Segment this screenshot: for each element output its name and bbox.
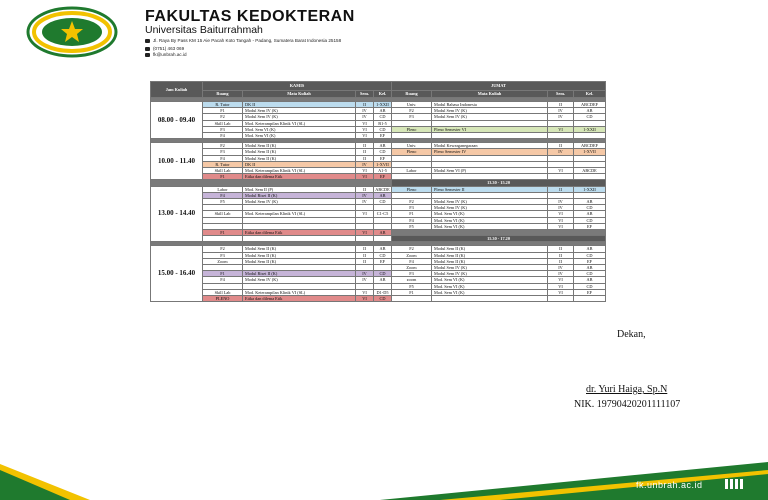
course-cell: Pleno Semester IV xyxy=(432,149,548,155)
group-cell: AB xyxy=(574,246,606,252)
group-cell: AB xyxy=(374,277,392,283)
room-cell: F1 xyxy=(203,230,243,236)
group-cell: AB xyxy=(374,192,392,198)
sem-cell: VI xyxy=(548,211,574,217)
course-cell: Modul Riset II (K) xyxy=(243,192,356,198)
room-cell: F3 xyxy=(203,252,243,258)
room-cell: F1 xyxy=(203,271,243,277)
sem-cell: IV xyxy=(548,205,574,211)
room-cell: F4 xyxy=(203,133,243,139)
room-cell: Skill Lab xyxy=(203,168,243,174)
room-cell: F4 xyxy=(203,192,243,198)
sem-cell: VI xyxy=(356,168,374,174)
sem-cell: IV xyxy=(548,114,574,120)
room-cell: F2 xyxy=(203,114,243,120)
sem-cell: II xyxy=(356,143,374,149)
room-cell: F1 xyxy=(203,108,243,114)
room-cell: F1 xyxy=(392,211,432,217)
course-cell: Mod. Sem VI (K) xyxy=(243,126,356,132)
sem-cell: VI xyxy=(356,133,374,139)
group-cell: ABCDEF xyxy=(574,143,606,149)
group-cell: EF xyxy=(374,258,392,264)
room-cell: F2 xyxy=(392,199,432,205)
sem-cell: VI xyxy=(548,283,574,289)
sem-cell: VI xyxy=(356,296,374,302)
day-jumat: JUMAT xyxy=(392,82,606,91)
course-cell: Modul Sem II (K) xyxy=(243,252,356,258)
course-cell: Etika dan dilema Etik xyxy=(243,174,356,180)
col-kel: Kel. xyxy=(574,91,606,98)
day-kamis: KAMIS xyxy=(203,82,392,91)
group-cell: AB xyxy=(374,230,392,236)
group-cell: AB xyxy=(574,199,606,205)
group-cell: AB xyxy=(574,277,606,283)
faculty-subtitle: Universitas Baiturrahmah xyxy=(145,24,263,36)
sem-cell: VI xyxy=(356,126,374,132)
room-cell: Skill Lab xyxy=(203,211,243,217)
group-cell: D1-D5 xyxy=(374,289,392,295)
group-cell: CD xyxy=(374,252,392,258)
sem-cell: VI xyxy=(356,120,374,126)
sem-cell: IV xyxy=(356,199,374,205)
room-cell: F4 xyxy=(392,258,432,264)
jumat-time-subheader: 13.30 - 15.20 xyxy=(392,180,606,186)
room-cell: Labor xyxy=(392,168,432,174)
sem-cell: VI xyxy=(548,289,574,295)
course-cell: Mod. Sem VI (K) xyxy=(243,133,356,139)
sem-cell: VI xyxy=(548,217,574,223)
course-cell: Modul Sem II (K) xyxy=(243,155,356,161)
sem-cell: IV xyxy=(548,149,574,155)
time-slot: 15.00 - 16.40 xyxy=(151,246,203,302)
room-cell xyxy=(392,296,432,302)
group-cell: EF xyxy=(374,174,392,180)
room-cell: F4 xyxy=(392,217,432,223)
course-cell: Modul Sem II (K) xyxy=(432,252,548,258)
group-cell: AB xyxy=(574,211,606,217)
room-cell: F2 xyxy=(203,246,243,252)
room-cell: F1 xyxy=(392,289,432,295)
sem-cell: II xyxy=(548,252,574,258)
course-cell: Modul Sem II (K) xyxy=(243,258,356,264)
group-cell: CD xyxy=(574,283,606,289)
sem-cell: II xyxy=(548,186,574,192)
room-cell: F4 xyxy=(203,277,243,283)
room-cell: F3 xyxy=(392,205,432,211)
col-kel: Kel. xyxy=(374,91,392,98)
room-cell: F3 xyxy=(203,149,243,155)
sem-cell: VI xyxy=(548,223,574,229)
course-cell: Mod. Keterampilan Klinik VI (SL) xyxy=(243,168,356,174)
group-cell: 1-XXII xyxy=(574,126,606,132)
group-cell: EF xyxy=(574,223,606,229)
group-cell: ABCDEF xyxy=(574,102,606,108)
group-cell: AB xyxy=(374,143,392,149)
group-cell: CD xyxy=(574,217,606,223)
address-line: Jl. Raya By Pass KM 15 Aie Pacah Koto Tangah - Padang, Sumatera Barat Indonesia 25158 xyxy=(145,38,341,43)
email-line: fk@unbrah.ac.id xyxy=(145,52,187,57)
room-cell: Pleno xyxy=(392,186,432,192)
course-cell: Mod. Sem II (P) xyxy=(243,186,356,192)
col-ruang: Ruang xyxy=(203,91,243,98)
sem-cell xyxy=(548,296,574,302)
course-cell: Modul Sem II (K) xyxy=(243,246,356,252)
room-cell: Zoom xyxy=(392,265,432,271)
course-cell: Modul Sem IV (K) xyxy=(243,114,356,120)
group-cell: CD xyxy=(574,252,606,258)
room-cell: Skill Lab xyxy=(203,120,243,126)
sem-cell: IV xyxy=(356,271,374,277)
group-cell: CD xyxy=(374,296,392,302)
room-cell: F2 xyxy=(203,143,243,149)
sem-cell: VI xyxy=(548,126,574,132)
sem-cell: VI xyxy=(548,168,574,174)
sem-cell: VI xyxy=(356,289,374,295)
sem-cell: II xyxy=(356,155,374,161)
course-cell: Modul Sem IV (K) xyxy=(432,114,548,120)
time-slot: 08.00 - 09.40 xyxy=(151,102,203,139)
col-mata-kuliah: Mata Kuliah xyxy=(432,91,548,98)
group-cell: EF xyxy=(374,133,392,139)
sem-cell: II xyxy=(548,246,574,252)
sem-cell: VI xyxy=(548,277,574,283)
course-cell: Modul Sem II (K) xyxy=(243,149,356,155)
course-cell: Mod. Sem VI (K) xyxy=(432,217,548,223)
course-cell: DK II xyxy=(243,161,356,167)
room-cell: F5 xyxy=(392,283,432,289)
room-cell: Skill Lab xyxy=(203,289,243,295)
room-cell: F3 xyxy=(392,271,432,277)
col-mata-kuliah: Mata Kuliah xyxy=(243,91,356,98)
faculty-title: FAKULTAS KEDOKTERAN xyxy=(145,8,355,25)
group-cell: EF xyxy=(574,258,606,264)
phone-line: (0751) 463 069 xyxy=(145,46,184,51)
room-cell: F2 xyxy=(392,108,432,114)
group-cell: CD xyxy=(374,126,392,132)
col-sem: Sem. xyxy=(548,91,574,98)
course-cell: Modul Bahasa Indonesia xyxy=(432,102,548,108)
course-cell: Modul Sem IV (K) xyxy=(243,199,356,205)
group-cell: EF xyxy=(574,289,606,295)
course-cell: Modul Riset II (K) xyxy=(243,271,356,277)
course-cell: Mod. Keterampilan Klinik VI (SL) xyxy=(243,289,356,295)
course-cell: Modul Sem II (K) xyxy=(432,258,548,264)
room-cell: PLENO xyxy=(203,296,243,302)
sem-cell: IV xyxy=(548,199,574,205)
sem-cell: IV xyxy=(356,192,374,198)
sem-cell: II xyxy=(356,149,374,155)
course-cell: Mod. Sem VI (K) xyxy=(432,289,548,295)
footer-swoosh xyxy=(0,456,768,500)
course-cell: Modul Sem VI (P) xyxy=(432,168,548,174)
sem-cell: IV xyxy=(356,277,374,283)
group-cell: ABCDE xyxy=(574,168,606,174)
sem-cell: II xyxy=(356,186,374,192)
group-cell: ABCDE xyxy=(375,186,390,192)
room-cell: F4 xyxy=(203,155,243,161)
room-cell: Univ. xyxy=(392,102,432,108)
room-cell: Pleno xyxy=(392,126,432,132)
sem-cell: II xyxy=(548,143,574,149)
group-cell: CD xyxy=(574,271,606,277)
col-sem: Sem. xyxy=(356,91,374,98)
sem-cell: IV xyxy=(356,161,374,167)
group-cell: B1-5 xyxy=(374,120,392,126)
col-ruang: Ruang xyxy=(392,91,432,98)
room-cell: R. Tutor xyxy=(203,161,243,167)
group-cell: CD xyxy=(374,271,392,277)
group-cell: AB xyxy=(574,108,606,114)
course-cell: Modul Sem IV (K) xyxy=(243,277,356,283)
room-cell: R. Tutor xyxy=(203,102,243,108)
col-jam-kuliah: Jam Kuliah xyxy=(151,82,203,98)
group-cell: CD xyxy=(574,114,606,120)
sem-cell: II xyxy=(548,102,574,108)
course-cell: Pleno Semester VI xyxy=(432,126,548,132)
header-row-cols xyxy=(151,91,606,98)
signatory-nik: NIK. 19790420201111107 xyxy=(574,399,681,410)
sem-cell: II xyxy=(356,252,374,258)
group-cell: C1-C5 xyxy=(374,211,392,217)
course-cell: Modul Sem IV (K) xyxy=(432,199,548,205)
group-cell: EF xyxy=(374,155,392,161)
signatory-role: Dekan, xyxy=(617,329,646,340)
group-cell: 1-XVII xyxy=(374,161,392,167)
room-cell: F5 xyxy=(203,199,243,205)
sem-cell: VI xyxy=(356,230,374,236)
course-cell: Etika dan dilema Etik xyxy=(243,296,356,302)
course-cell: DK II xyxy=(243,102,356,108)
location-icon xyxy=(145,39,150,43)
room-cell: Univ. xyxy=(392,143,432,149)
course-cell: Mod. Sem VI (K) xyxy=(432,277,548,283)
sem-cell: II xyxy=(356,246,374,252)
course-cell: Modul Sem II (K) xyxy=(432,246,548,252)
course-cell: Modul Sem IV (K) xyxy=(243,108,356,114)
mail-icon xyxy=(145,53,150,57)
sem-cell: II xyxy=(356,102,374,108)
header-row-days xyxy=(151,82,606,91)
room-cell: F2 xyxy=(392,246,432,252)
table-row xyxy=(151,296,606,302)
course-cell xyxy=(432,296,548,302)
course-cell: Modul Sem IV (K) xyxy=(432,108,548,114)
course-cell: Mod. Sem VI (K) xyxy=(432,211,548,217)
group-cell: 1-XVII xyxy=(574,149,606,155)
group-cell xyxy=(574,296,606,302)
sem-cell: IV xyxy=(356,108,374,114)
room-cell: F5 xyxy=(392,223,432,229)
room-cell: F1 xyxy=(203,174,243,180)
course-cell: Mod. Keterampilan Klinik VI (SL) xyxy=(243,211,356,217)
sem-cell: IV xyxy=(548,265,574,271)
room-cell: F3 xyxy=(392,114,432,120)
course-cell: Mod. Keterampilan Klinik VI (SL) xyxy=(243,120,356,126)
room-cell: Zoom xyxy=(203,258,243,264)
sem-cell: II xyxy=(548,258,574,264)
course-cell: Modul Sem IV (K) xyxy=(432,271,548,277)
signatory-name: dr. Yuri Haiga, Sp.N xyxy=(586,384,668,395)
course-cell: Modul Sem IV (K) xyxy=(432,205,548,211)
room-cell: Zoom xyxy=(392,252,432,258)
schedule-table xyxy=(150,81,606,302)
course-cell: Pleno Semester II xyxy=(432,186,548,192)
group-cell: CD xyxy=(374,149,392,155)
group-cell: 1-XXII xyxy=(374,102,392,108)
course-cell: Mod. Sem VI (K) xyxy=(432,223,548,229)
group-cell: CD xyxy=(574,205,606,211)
room-cell: Labor xyxy=(203,186,243,192)
room-cell: F3 xyxy=(203,126,243,132)
sem-cell: IV xyxy=(548,108,574,114)
university-logo xyxy=(26,6,118,58)
group-cell: CD xyxy=(374,199,392,205)
sem-cell: IV xyxy=(548,271,574,277)
footer-decoration-icon xyxy=(725,479,743,489)
time-slot: 13.00 - 14.40 xyxy=(151,186,203,242)
group-cell: AB xyxy=(374,246,392,252)
phone-icon xyxy=(145,47,150,51)
course-cell: Modul Sem IV (K) xyxy=(432,265,548,271)
sem-cell: IV xyxy=(356,114,374,120)
course-cell: Mod. Sem VI (K) xyxy=(432,283,548,289)
course-cell: Etika dan dilema Etik xyxy=(243,230,356,236)
jumat-time-subheader: 15.30 - 17.20 xyxy=(392,236,606,242)
group-cell: AB xyxy=(374,108,392,114)
group-cell: CD xyxy=(374,114,392,120)
course-cell: Modul Kewarganegaraan xyxy=(432,143,548,149)
course-cell: Modul Sem II (K) xyxy=(243,143,356,149)
footer-website: fk.unbrah.ac.id xyxy=(636,480,703,490)
time-slot: 10.00 - 11.40 xyxy=(151,143,203,180)
room-cell: zoom xyxy=(392,277,432,283)
group-cell: AB xyxy=(574,265,606,271)
sem-cell: II xyxy=(356,258,374,264)
group-cell: 1-XXII xyxy=(574,186,606,192)
group-cell: A1-5 xyxy=(374,168,392,174)
sem-cell: VI xyxy=(356,174,374,180)
sem-cell: VI xyxy=(356,211,374,217)
room-cell: Pleno xyxy=(392,149,432,155)
